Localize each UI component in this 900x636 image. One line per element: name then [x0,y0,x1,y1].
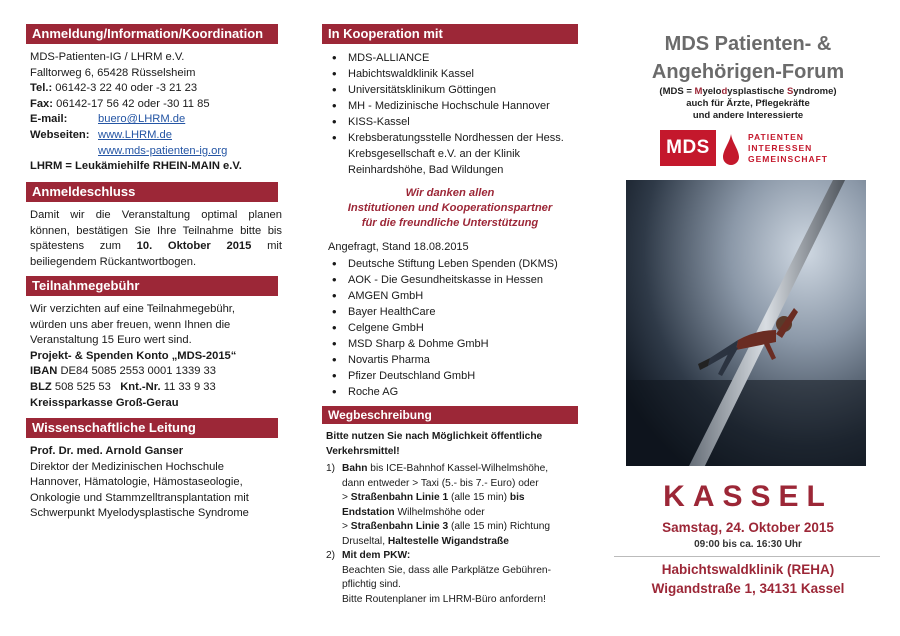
logo-mds-block: MDS [660,130,716,166]
scientific-heading: Wissenschaftliche Leitung [26,418,278,438]
parking-note-1: Beachten Sie, dass alle Parkplätze Gebühren- [342,564,551,576]
city-title: KASSEL [663,480,833,513]
requested-intro: Angefragt, Stand 18.08.2015 [328,241,469,253]
scientific-body [30,444,278,522]
list-item: • MDS-ALLIANCE [328,50,578,66]
fee-text-2: würden uns aber freuen, wenn Ihnen die [30,318,231,331]
leader-desc-1: Direktor der Medizinischen Hochschule [30,460,225,473]
deadline-text: Damit wir die Veranstaltung optimal planen können, bestätigen Sie Ihre Teilnahme bitte bis spätestens zum 10. Oktober 2015 mit beiliegendem Rückantwortbogen. [30,209,282,268]
cover-photo [626,180,866,466]
list-item: • Roche AG [328,384,578,400]
blz-line: BLZ 508 525 53 Knt.-Nr. 11 33 9 33 [30,380,216,393]
list-item: • Krebsberatungsstelle Nordhessen der Hess. Krebsgesellschaft e.V. an der Klinik Reinhardshöhe, Bad Wildungen [328,130,578,178]
deadline-heading: Anmeldeschluss [26,182,278,202]
org-name: MDS-Patienten-IG / LHRM e.V. [30,51,185,63]
fax-line: Fax: 06142-17 56 42 oder -30 11 85 [30,97,210,110]
bank-name: Kreissparkasse Groß-Gerau [30,396,179,409]
list-item: • MH - Medizinische Hochschule Hannover [328,98,578,114]
event-date: Samstag, 24. Oktober 2015 [662,520,834,535]
lhrm-note: LHRM = Leukämiehilfe RHEIN-MAIN e.V. [30,160,242,173]
leader-name: Prof. Dr. med. Arnold Ganser [30,445,184,457]
email-line: E-mail: buero@LHRM.de [30,113,186,126]
list-item: • AOK - Die Gesundheitskasse in Hessen [328,272,578,288]
forum-title: MDS Patienten- & Angehörigen-Forum [651,33,845,83]
account-name: Projekt- & Spenden Konto „MDS-2015“ [30,349,237,362]
balancing-man-image [626,180,866,466]
fee-text-1: Wir verzichten auf eine Teilnahmegebühr, [30,303,236,315]
event-time: 09:00 bis ca. 16:30 Uhr [694,539,802,550]
parking-note-2: pflichtig sind. [342,579,401,590]
route-tram-1: > Straßenbahn Linie 1 (alle 15 min) bis [342,492,525,503]
list-item: • AMGEN GmbH [328,288,578,304]
list-item: • Bayer HealthCare [328,304,578,320]
route-tram-3: > Straßenbahn Linie 3 (alle 15 min) Richtung [342,521,551,532]
thanks-note: Wir danken allen Institutionen und Kooperationspartner für die freundliche Unterstützung [347,187,553,229]
email-link[interactable]: buero@LHRM.de [98,113,186,126]
sponsor-list [328,256,578,400]
route-endstation: Endstation Wilhelmshöhe oder [342,506,485,518]
street-address: Falltorweg 6, 65428 Rüsselsheim [30,66,196,79]
route-car: 2) Mit dem PKW: [326,550,411,561]
leader-desc-2: Hannover, Hämatologie, Hämostaseologie, [30,476,243,489]
directions-body [326,430,578,607]
leader-desc-4: Schwerpunkt Myelodysplastische Syndrome [30,507,249,520]
venue-address: Habichtswaldklinik (REHA) Wigandstraße 1, 34131 Kassel [651,562,845,596]
list-item: • KISS-Kassel [328,114,578,130]
fee-heading: Teilnahmegebühr [26,276,278,296]
fee-text-3: Veranstaltung 15 Euro wert sind. [30,334,192,347]
phone-line: Tel.: 06142-3 22 40 oder -3 21 23 [30,82,198,95]
mds-definition: (MDS = Myelodysplastische Syndrome) [659,86,837,97]
list-item: • Celgene GmbH [328,320,578,336]
list-item: • Universitätsklinikum Göttingen [328,82,578,98]
directions-intro-1: Bitte nutzen Sie nach Möglichkeit öffentliche [326,431,543,442]
route-bahn: 1) Bahn bis ICE-Bahnhof Kassel-Wilhelmshöhe, [326,463,549,474]
blood-drop-icon [722,132,740,168]
directions-heading: Wegbeschreibung [322,406,578,424]
web-link-mds[interactable]: www.mds-patienten-ig.org [98,144,228,157]
registration-body [30,50,278,175]
leader-desc-3: Onkologie und Stammzelltransplantation mit [30,491,249,504]
list-item: • Pfizer Deutschland GmbH [328,368,578,384]
mds-logo [660,130,860,170]
list-item: • Habichtswaldklinik Kassel [328,66,578,82]
cooperation-list [328,50,578,178]
registration-heading: Anmeldung/Information/Koordination [26,24,278,44]
cooperation-heading: In Kooperation mit [322,24,578,44]
route-taxi: dann entweder > Taxi (5.- bis 7.- Euro) oder [342,477,539,489]
route-stop: Druseltal, Haltestelle Wigandstraße [342,535,509,547]
divider [614,556,880,557]
logo-text: PATIENTEN INTERESSEN GEMEINSCHAFT [748,132,828,164]
fee-body [30,302,278,411]
web-line: Webseiten: www.LHRM.de [30,128,172,141]
route-planner-note: Bitte Routenplaner im LHRM-Büro anfordern! [342,593,546,605]
forum-subtitle: (MDS = Myelodysplastische Syndrome) auch für Ärzte, Pflegekräfte und andere Interessierte [622,86,874,122]
iban-line: IBAN DE84 5085 2553 0001 1339 33 [30,365,216,378]
web-link-lhrm[interactable]: www.LHRM.de [98,128,172,141]
directions-intro-2: Verkehrsmittel! [326,445,400,457]
web-line-2 [30,144,278,160]
list-item: • Deutsche Stiftung Leben Spenden (DKMS) [328,256,578,272]
list-item: • MSD Sharp & Dohme GmbH [328,336,578,352]
list-item: • Novartis Pharma [328,352,578,368]
